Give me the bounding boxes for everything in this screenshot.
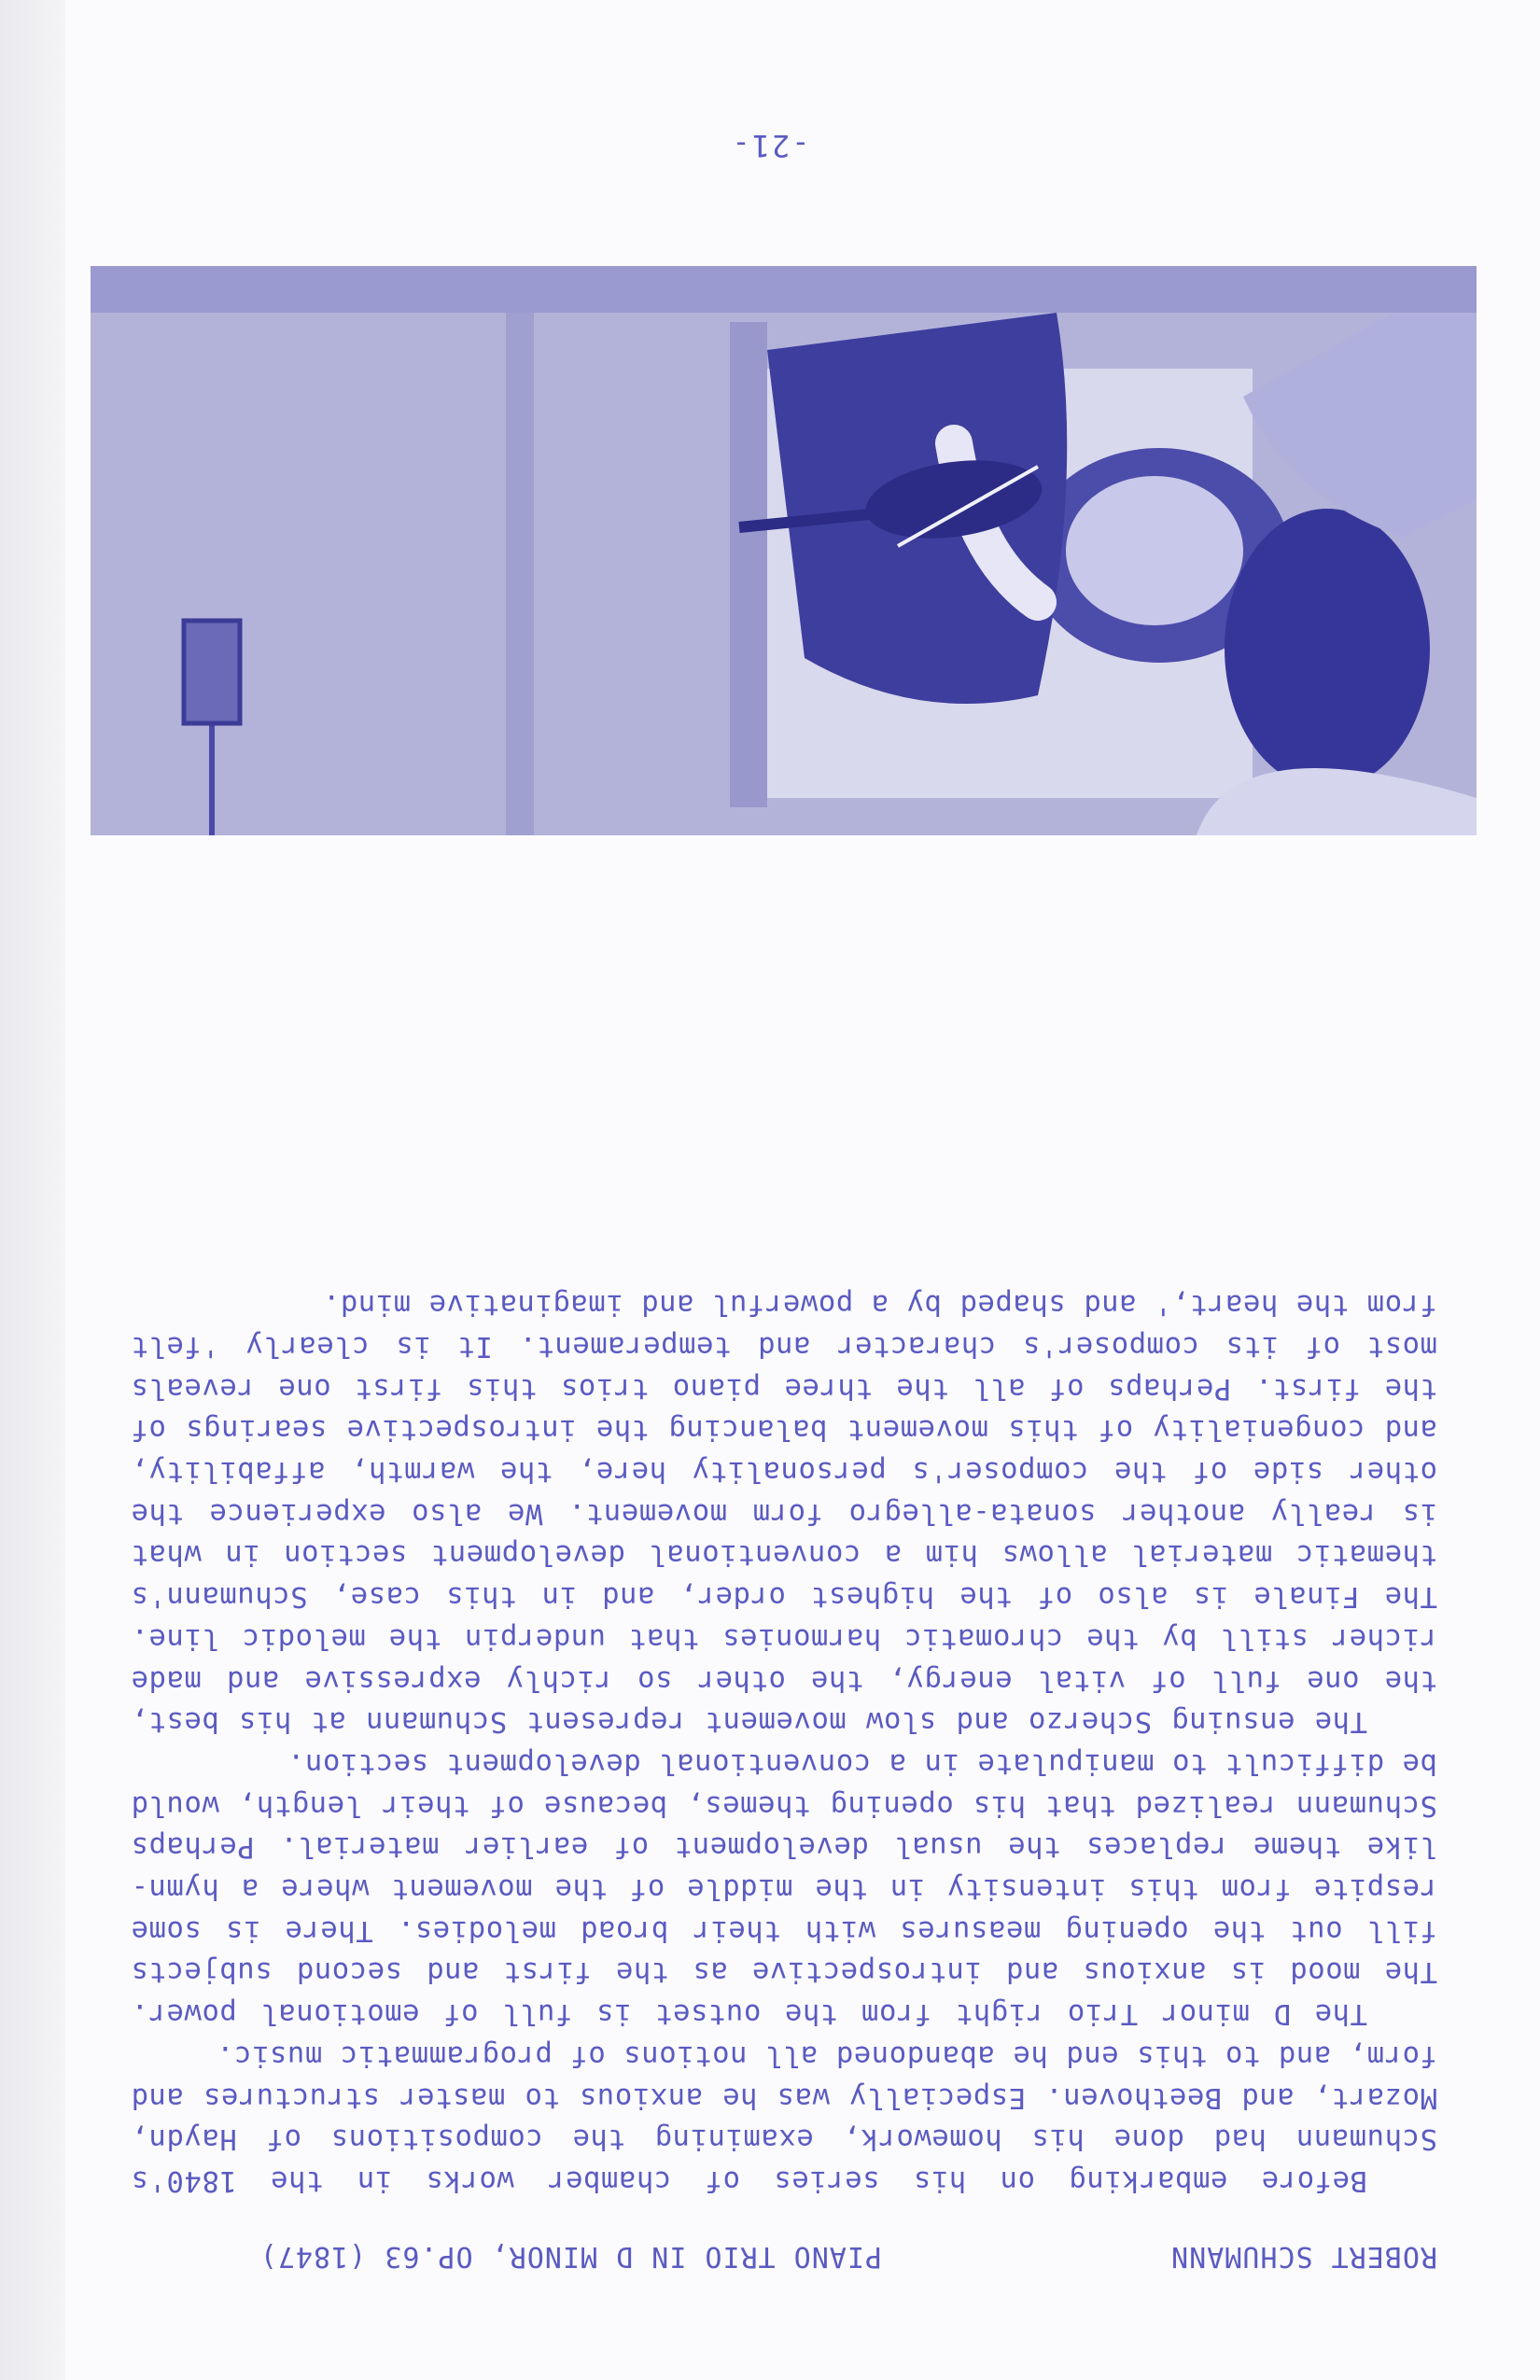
woman-face bbox=[1066, 476, 1243, 625]
work-title: PIANO TRIO IN D MINOR, OP.63 (1847) bbox=[259, 2240, 882, 2273]
page-header bbox=[103, 2235, 1437, 2273]
man-head bbox=[1225, 509, 1430, 789]
window-post bbox=[730, 322, 767, 807]
photo-illustration bbox=[91, 266, 1477, 835]
paragraph-1: Before embarking on his series of chamber works in the 1840's Schumann had done his homework, examining the compositions of Haydn, Mozart, and Beethoven. Especially was he anxious to master structures and form, and to this end he abandoned all notions of programmatic music. bbox=[131, 2038, 1437, 2197]
program-notes bbox=[131, 1283, 1437, 2201]
page-number: -21- bbox=[730, 128, 810, 163]
paragraph-3: The ensuing Scherzo and slow movement represent Schumann at his best, the one full of vital energy, the other so richly expressive and made richer still by the chromatic harmonies that underpin the melodic line. The Finale is also of the highest order, and in this case, Schumann's thematic material allows him a conventional development section in what is really another sonata-allegro form movement. We also experience the other side of the composer's personality here, the warmth, affability, and congeniality of this movement balancing the introspective searings of the first. Perhaps of all the three piano trios this first one reveals most of its composer's character and temperament. It is clearly 'felt from the heart,' and shaped by a powerful and imaginative mind. bbox=[131, 1288, 1437, 1739]
photo-violinist-icon bbox=[91, 266, 1477, 835]
photo-bottom-shade bbox=[91, 266, 1477, 313]
binding-strip bbox=[0, 0, 65, 2380]
paragraph-2: The D minor Trio right from the outset is full of emotional power. The mood is anxious and introspective as the first and second subjects fill out the opening measures with their broad melodies. There is some respite from this intensity in the middle of the movement where a hymn-like theme replaces the usual development of earlier material. Perhaps Schumann realized that his opening themes, because of their length, would be difficult to manipulate in a conventional development section. bbox=[131, 1746, 1437, 2031]
author-name: ROBERT SCHUMANN bbox=[1170, 2240, 1437, 2273]
porch-pillar bbox=[506, 266, 534, 835]
lantern-icon bbox=[184, 621, 240, 723]
